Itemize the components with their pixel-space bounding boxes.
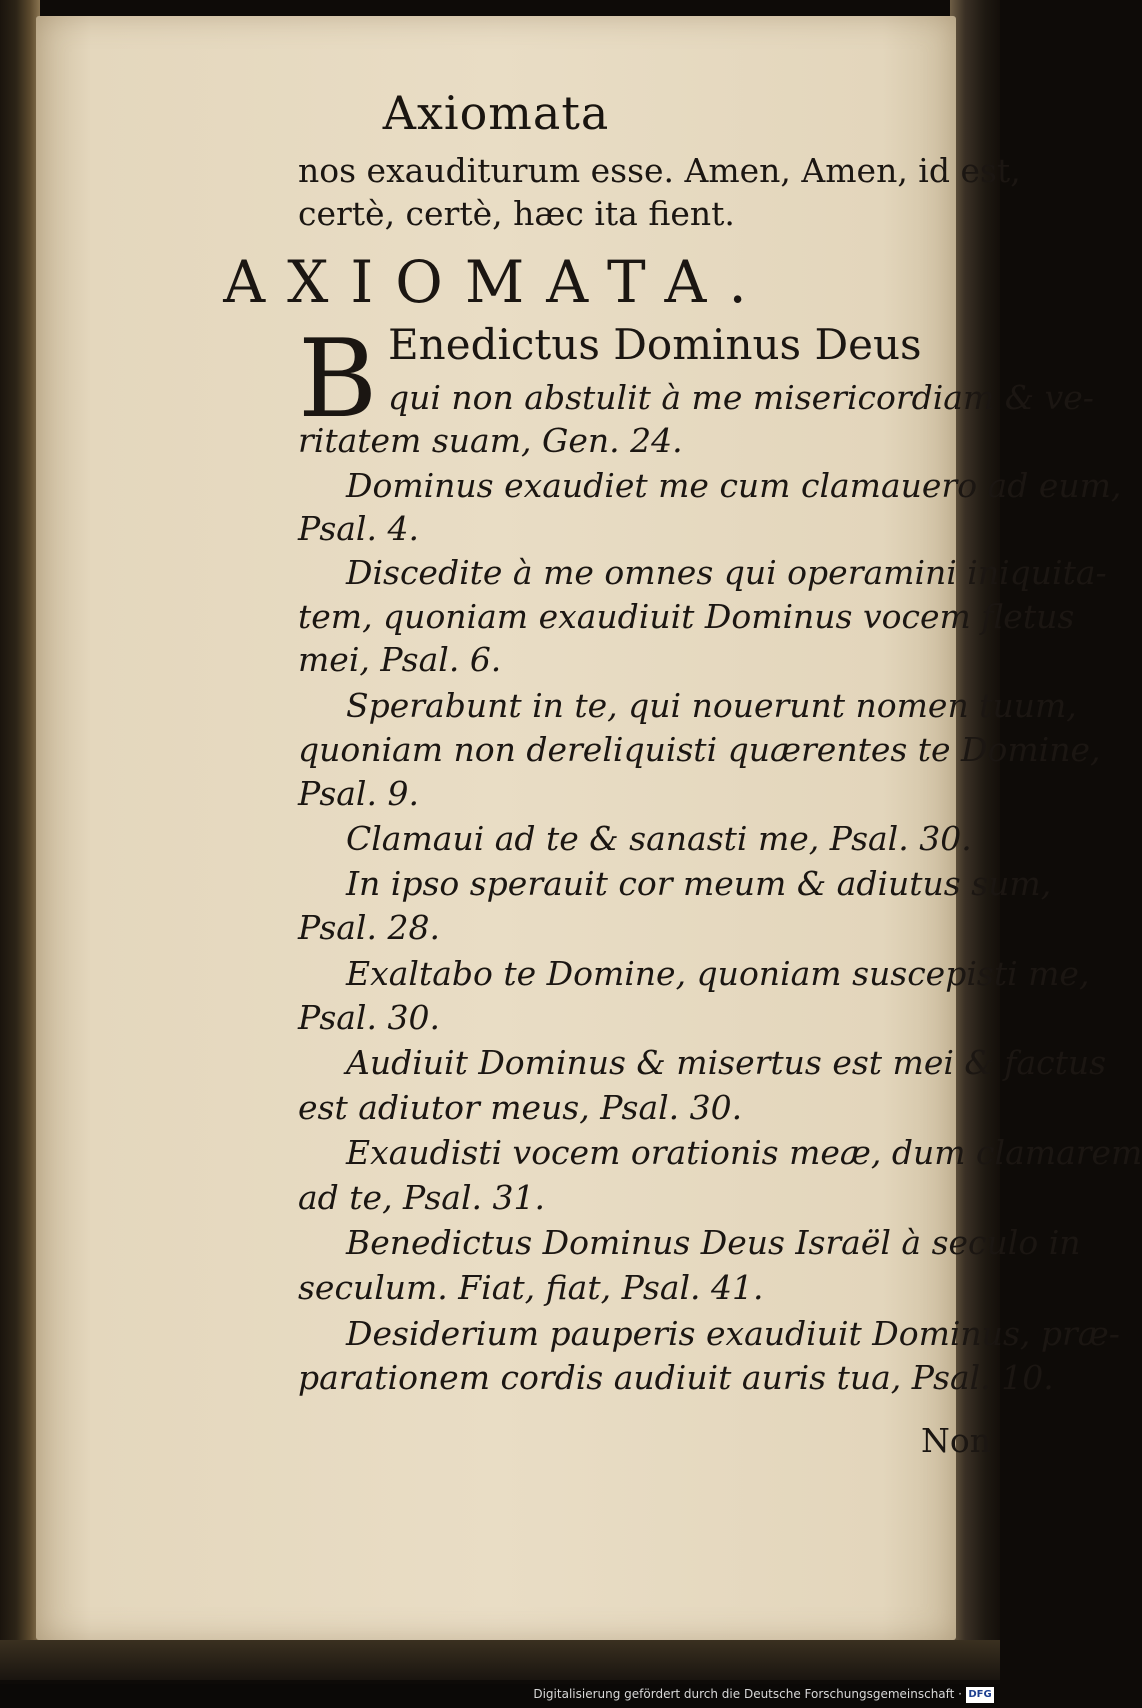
text-line: Psal. 4.	[298, 509, 419, 548]
section-title: AXIOMATA.	[223, 248, 769, 316]
text-line: Sperabunt in te, qui nouerunt nomen tuum,	[346, 686, 1077, 725]
book-edge-left	[0, 0, 40, 1650]
text-line: quoniam non dereliquisti quærentes te Domine,	[298, 730, 1101, 769]
text-line: qui non abstulit à me misericordiam & ve-	[388, 378, 1094, 417]
text-line: ad te, Psal. 31.	[298, 1178, 546, 1217]
dfg-logo-icon: DFG	[966, 1687, 994, 1703]
text-line: Psal. 28.	[298, 908, 440, 947]
text-line: In ipso sperauit cor meum & adiutus sum,	[346, 864, 1052, 903]
text-line: Dominus exaudiet me cum clamauero ad eum,	[346, 466, 1122, 505]
drop-cap: B	[298, 317, 378, 442]
text-line: est adiutor meus, Psal. 30.	[298, 1088, 743, 1127]
text-line: seculum. Fiat, fiat, Psal. 41.	[298, 1268, 764, 1307]
text-line: Desiderium pauperis exaudiuit Dominus, præ-	[346, 1314, 1120, 1353]
book-edge-bottom	[0, 1640, 1000, 1680]
intro-line: certè, certè, hæc ita fient.	[298, 194, 735, 233]
book-page	[36, 16, 1142, 1640]
intro-line: nos exauditurum esse. Amen, Amen, id est,	[298, 151, 1021, 190]
digitization-footer	[0, 1684, 1000, 1708]
text-line: tem, quoniam exaudiuit Dominus vocem fletus	[298, 597, 1075, 636]
text-line: parationem cordis audiuit auris tua, Psal. 10.	[298, 1358, 1054, 1397]
first-line: Enedictus Dominus Deus	[388, 320, 922, 369]
text-line: Benedictus Dominus Deus Israël à seculo in	[346, 1223, 1081, 1262]
text-line: Exaudisti vocem orationis meæ, dum clamarem	[346, 1133, 1142, 1172]
text-line: ritatem suam, Gen. 24.	[298, 421, 683, 460]
text-line: Psal. 9.	[298, 774, 419, 813]
text-line: Audiuit Dominus & misertus est mei & factus	[346, 1043, 1107, 1082]
text-line: mei, Psal. 6.	[298, 640, 502, 679]
text-line: Clamaui ad te & sanasti me, Psal. 30.	[346, 819, 972, 858]
text-line: Discedite à me omnes qui operamini iniquita-	[346, 553, 1107, 592]
text-line: Psal. 30.	[298, 998, 440, 1037]
text-line: Exaltabo te Domine, quoniam suscepisti me,	[346, 954, 1090, 993]
footer-credit: Digitalisierung gefördert durch die Deutsche Forschungsgemeinschaft ·	[533, 1687, 962, 1701]
catchword: Non	[921, 1421, 991, 1460]
running-head: Axiomata	[382, 86, 610, 140]
